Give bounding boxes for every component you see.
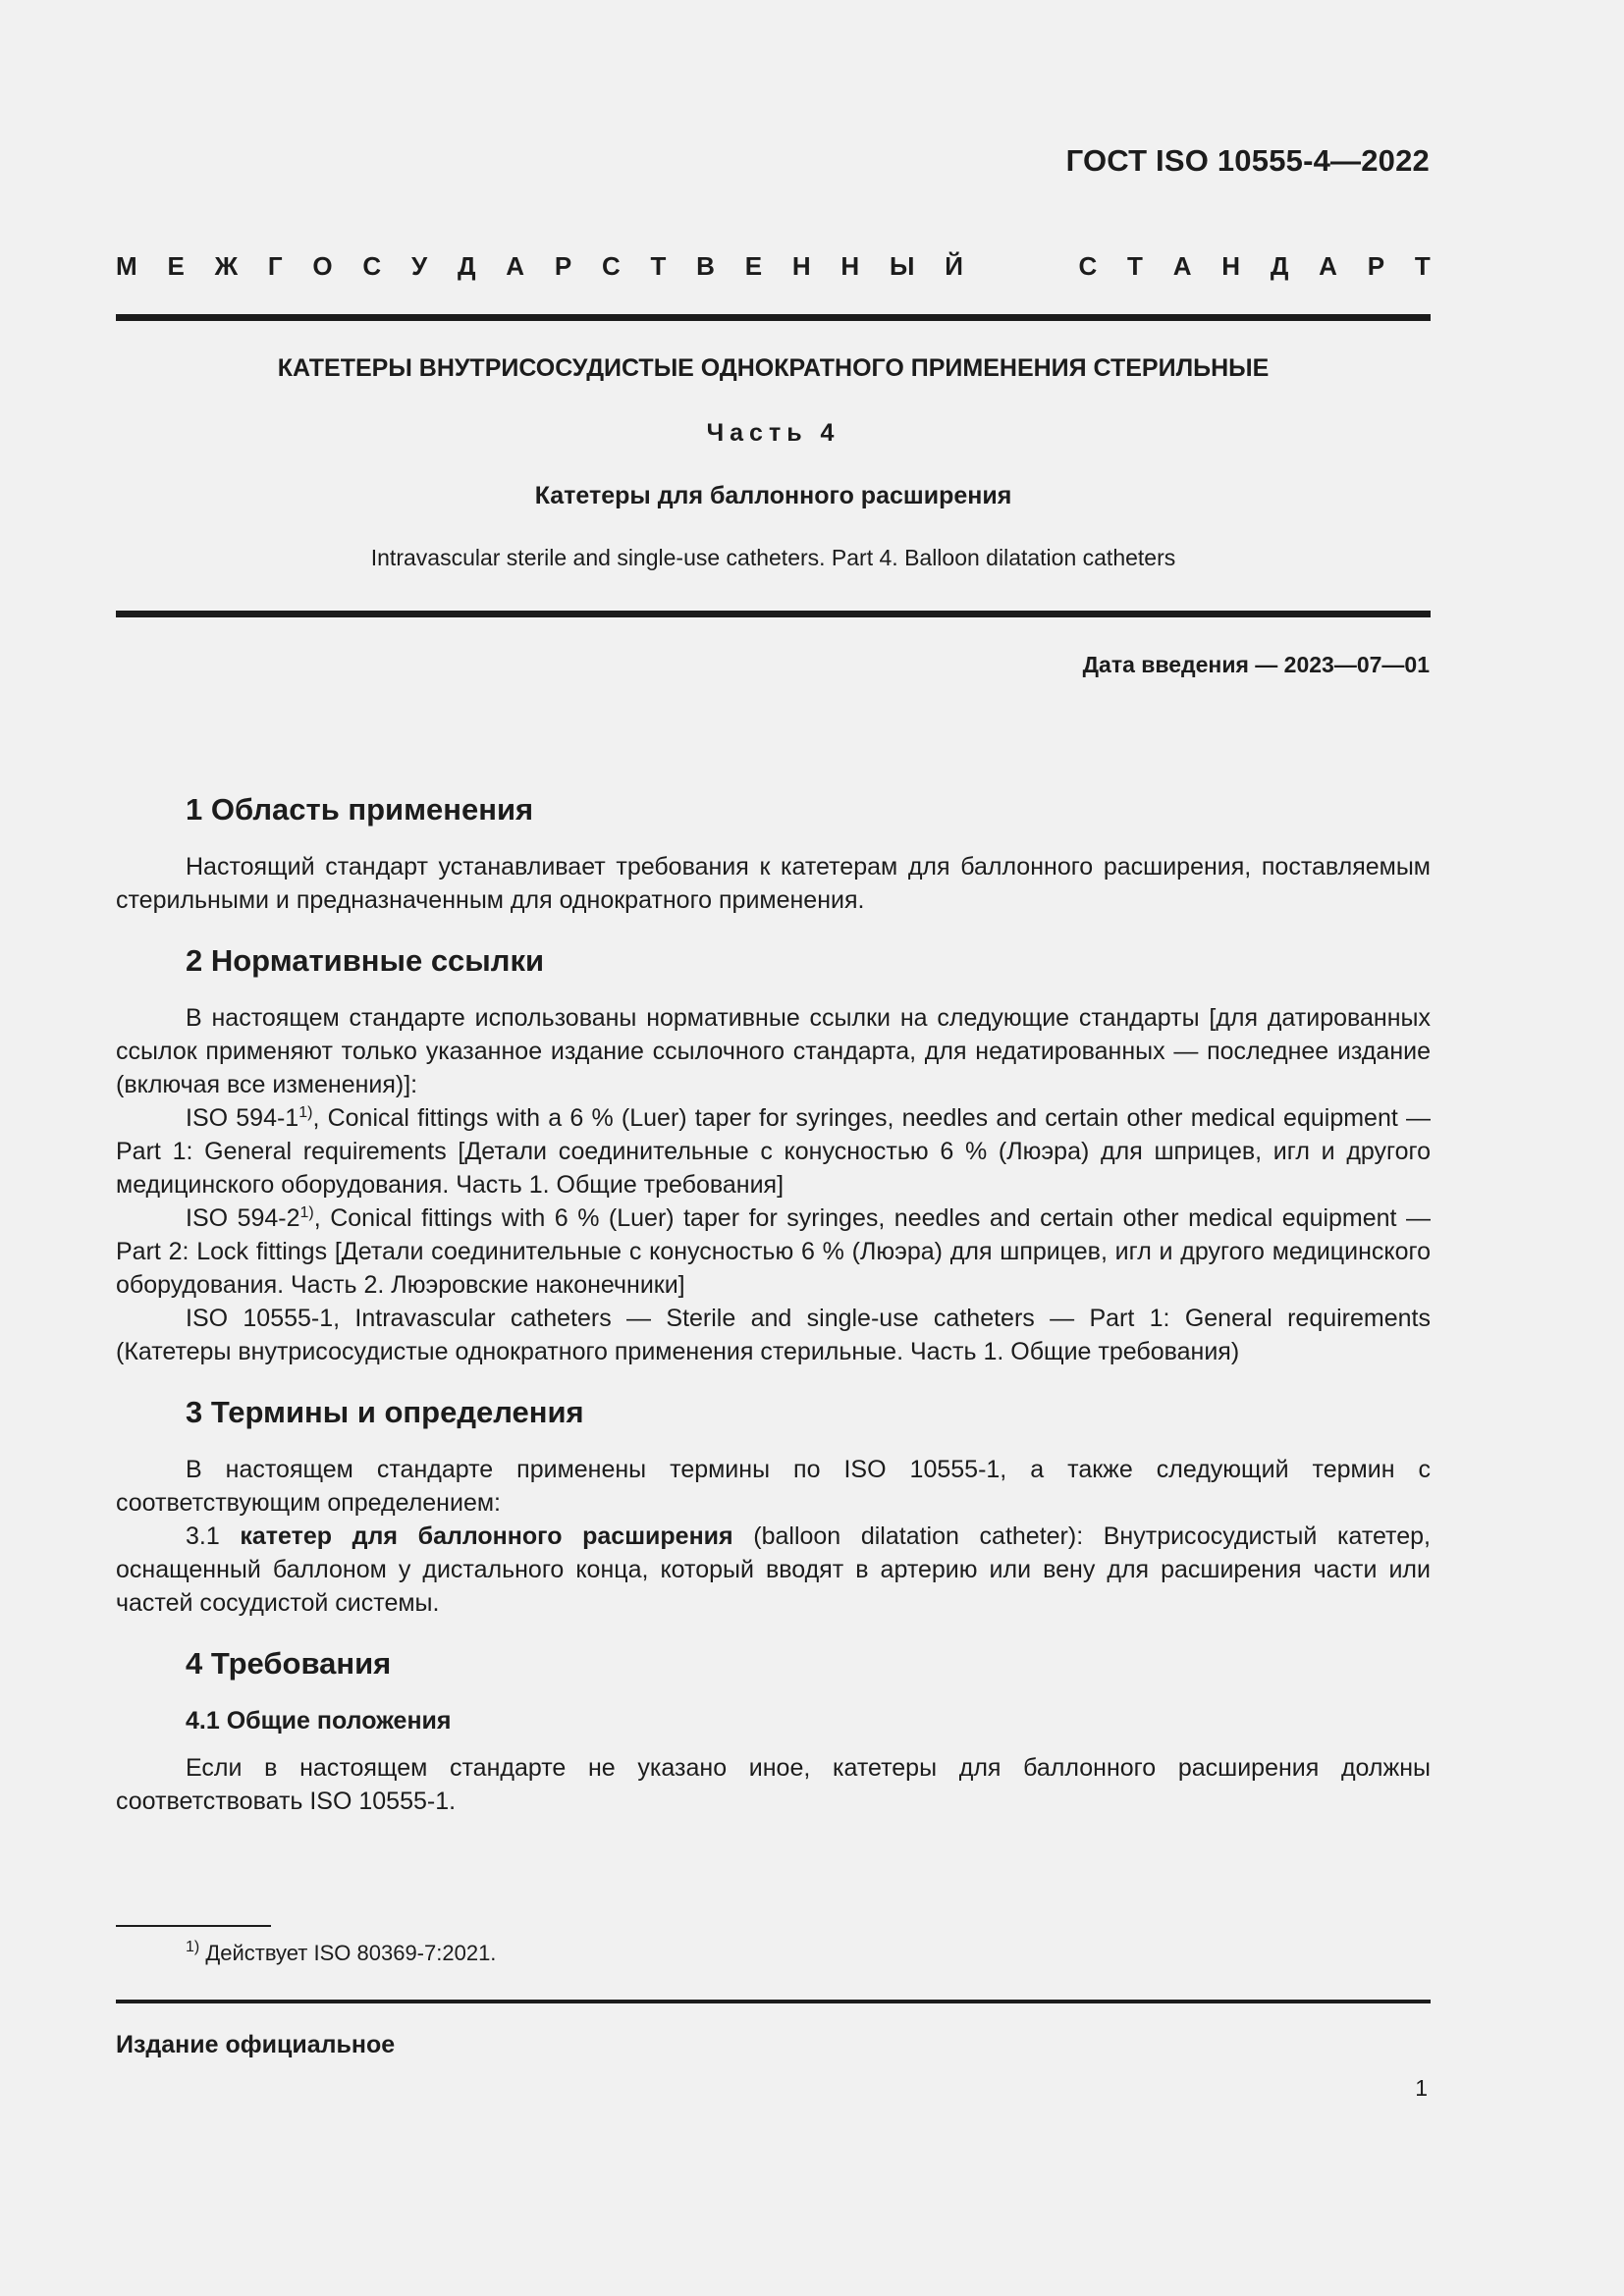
- reference-text: , Conical fittings with a 6 % (Luer) taper for syringes, needles and certain other medical equipment — Part 1: General requirements [Детали соединительные с конусностью 6 % (Люэра) для шприцев, игл и другого медицинского оборудования. Часть 1. Общие требования]: [116, 1104, 1432, 1199]
- reference-item: ISO 10555-1, Intravascular catheters — Sterile and single-use catheters — Part 1: General requirements (Катетеры внутрисосудистые однократного применения стерильные. Часть 1. Общие требования): [116, 1305, 1431, 1365]
- section-requirements: [116, 1645, 1431, 1818]
- reference-code: ISO 594-2: [186, 1204, 300, 1232]
- heading-letter: Т: [650, 251, 667, 281]
- section-terms: [116, 1394, 1431, 1620]
- heading-letter: Р: [554, 251, 572, 281]
- term-definition: [116, 1520, 1431, 1620]
- heading-letter: А: [1319, 251, 1337, 281]
- heading-letter: У: [410, 251, 428, 281]
- footnote-marker: 1): [298, 1104, 313, 1121]
- heading-letter: Ы: [889, 251, 915, 281]
- document-subtitle: Катетеры для баллонного расширения: [534, 482, 1012, 509]
- reference-text: , Conical fittings with 6 % (Luer) taper for syringes, needles and certain other medical equipment — Part 2: Lock fittings [Детали соединительные с конусностью 6 % (Люэра) для шприцев, игл и другого медицинского оборудования. Часть 2. Люэровские наконечники]: [116, 1204, 1432, 1299]
- section-heading: 4 Требования: [186, 1646, 392, 1681]
- heading-letter: О: [312, 251, 333, 281]
- heading-letter: Н: [1221, 251, 1241, 281]
- heading-letter: Р: [1367, 251, 1385, 281]
- heading-letter: Е: [744, 251, 763, 281]
- heading-letter: В: [696, 251, 715, 281]
- introduction-date: Дата введения — 2023—07—01: [1082, 652, 1430, 677]
- footnote: [186, 1941, 496, 1966]
- heading-letter: Ж: [214, 251, 239, 281]
- paragraph: В настоящем стандарте использованы нормативные ссылки на следующие стандарты [для датированных ссылок применяют только указанное издание ссылочного стандарта, для недатированных — последнее издание (включая все изменения)]:: [116, 1004, 1431, 1098]
- heading-letter: С: [362, 251, 382, 281]
- heading-letter: А: [1172, 251, 1192, 281]
- interstate-standard-heading: [116, 251, 1431, 282]
- heading-letter: С: [1078, 251, 1098, 281]
- heading-letter: Н: [791, 251, 811, 281]
- footnote-marker: 1): [299, 1204, 314, 1221]
- paragraph: Настоящий стандарт устанавливает требования к катетерам для баллонного расширения, поставляемым стерильными и предназначенным для однократного применения.: [116, 853, 1431, 914]
- heading-letter: Г: [267, 251, 283, 281]
- heading-letter: Н: [840, 251, 860, 281]
- reference-item: [116, 1101, 1431, 1201]
- footnote-separator: [116, 1925, 271, 1927]
- top-divider: [116, 314, 1431, 321]
- heading-letter: Д: [1270, 251, 1289, 281]
- term-text: (balloon dilatation catheter): Внутрисосудистый катетер, оснащенный баллоном у дистального конца, который вводят в артерию или вену для расширения части или частей сосудистой системы.: [116, 1522, 1431, 1617]
- document-body: [116, 791, 1431, 1818]
- section-scope: [116, 791, 1431, 917]
- paragraph: Если в настоящем стандарте не указано иное, катетеры для баллонного расширения должны соответствовать ISO 10555-1.: [116, 1754, 1431, 1815]
- section-heading: 3 Термины и определения: [186, 1395, 584, 1429]
- official-edition-label: Издание официальное: [116, 2031, 396, 2058]
- gost-number: ГОСТ ISO 10555-4—2022: [1065, 143, 1430, 178]
- heading-letter: М: [116, 251, 137, 281]
- footer-divider: [116, 2000, 1431, 2003]
- subsection-heading: 4.1 Общие положения: [186, 1707, 452, 1735]
- footnote-text: Действует ISO 80369-7:2021.: [199, 1941, 497, 1965]
- part-label: Часть 4: [706, 419, 840, 447]
- heading-letter: Т: [1127, 251, 1143, 281]
- reference-code: ISO 594-1: [186, 1104, 299, 1132]
- term-name: катетер для баллонного расширения: [240, 1522, 733, 1550]
- section-normative-references: [116, 942, 1431, 1368]
- heading-letter: Е: [167, 251, 185, 281]
- heading-letter: Д: [457, 251, 476, 281]
- heading-letter: Й: [945, 251, 963, 281]
- section-heading: 2 Нормативные ссылки: [186, 943, 545, 978]
- word-gap: [994, 251, 1049, 282]
- footnote-mark: 1): [186, 1939, 200, 1955]
- page-number: 1: [1415, 2075, 1428, 2101]
- heading-letter: Т: [1414, 251, 1431, 281]
- english-title: Intravascular sterile and single-use catheters. Part 4. Balloon dilatation catheters: [370, 545, 1176, 570]
- heading-letter: С: [601, 251, 621, 281]
- heading-letter: А: [506, 251, 525, 281]
- section-heading: 1 Область применения: [186, 792, 534, 827]
- title-divider: [116, 611, 1431, 617]
- reference-item: [116, 1201, 1431, 1302]
- document-title: КАТЕТЕРЫ ВНУТРИСОСУДИСТЫЕ ОДНОКРАТНОГО ПРИМЕНЕНИЯ СТЕРИЛЬНЫЕ: [277, 354, 1270, 382]
- paragraph: В настоящем стандарте применены термины по ISO 10555-1, а также следующий термин с соответствующим определением:: [116, 1456, 1431, 1517]
- term-number: 3.1: [186, 1522, 220, 1550]
